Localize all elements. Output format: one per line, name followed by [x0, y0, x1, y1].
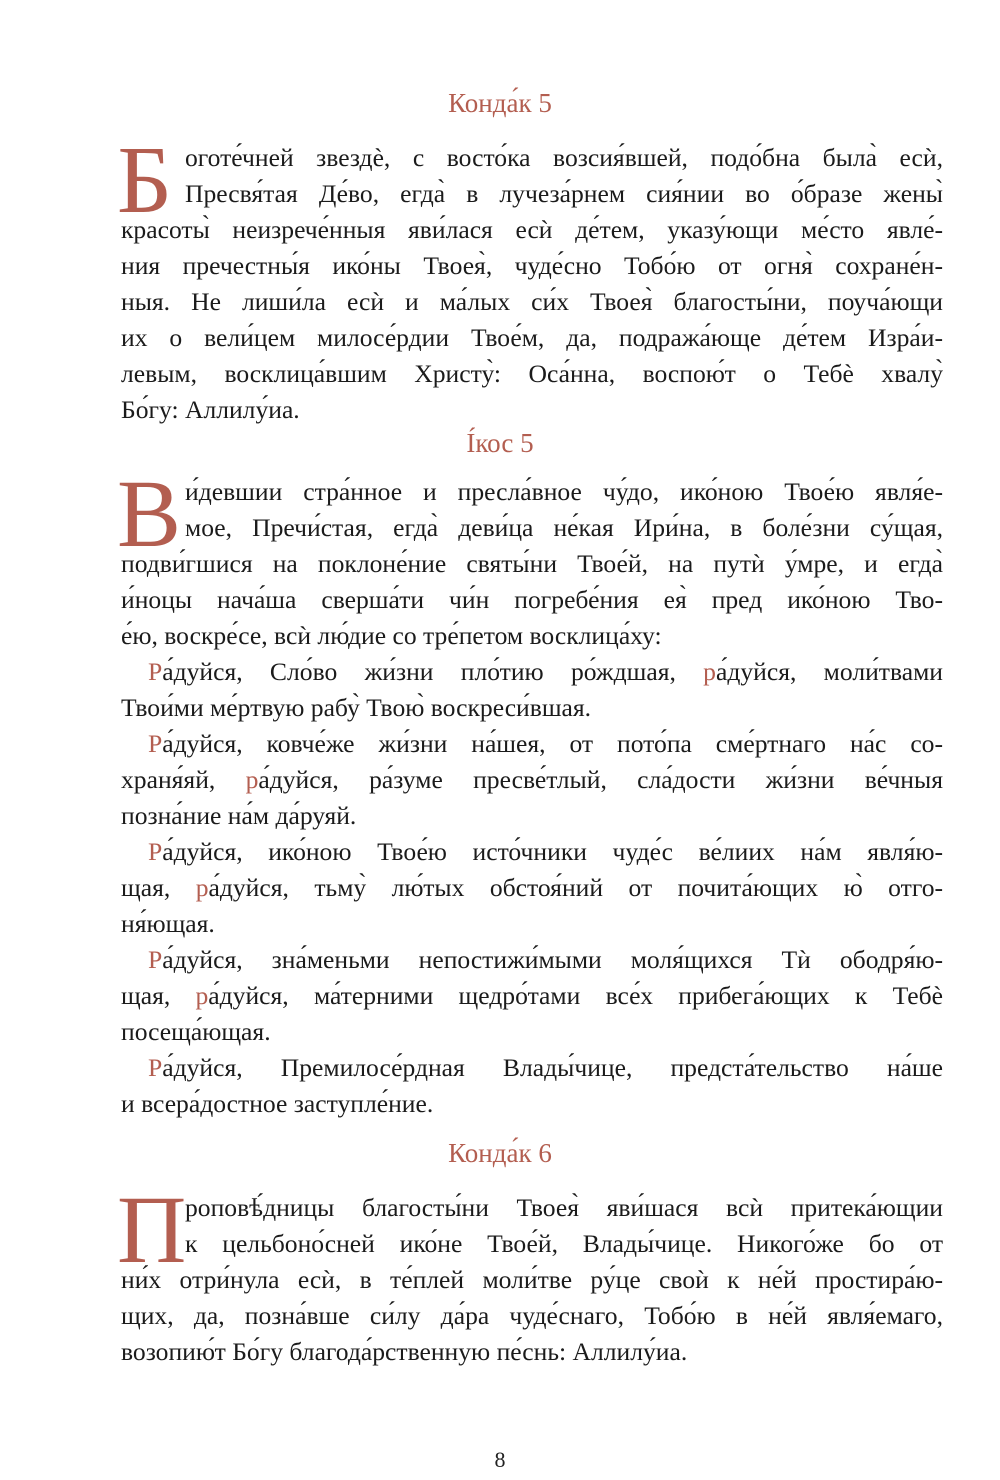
kondak-5-line: ния пречестны́я ико́ны Твоея̀, чуде́сно Тобо́ю от огня̀ сохране́н-	[121, 251, 943, 280]
rejoice-line: храня́яй, ра́дуйся, ра́зуме пресве́тлый, сла́дости жи́зни ве́чныя	[121, 765, 943, 794]
kondak-6-line: роповѣ́дницы благосты́ни Твоея̀ яви́шася всѝ притека́ющии	[185, 1193, 943, 1222]
ikos-5-line: мое, Пречи́стая, егда̀ деви́ца не́кая Ири́на, в боле́зни су́щая,	[185, 513, 943, 542]
kondak-5-line: Пресвя́тая Де́во, егда̀ в лучеза́рнем сия́нии во о́бразе жены̀	[185, 179, 943, 208]
ikos-5-heading: І́кос 5	[466, 428, 534, 458]
page-number: 8	[494, 1447, 506, 1472]
rejoice-initial: Р	[148, 657, 163, 686]
rejoice-line: Ра́дуйся, ковче́же жи́зни на́шея, от пото́па сме́ртнаго на́с со-	[148, 729, 943, 758]
kondak-6-line: к цельбоно́сней ико́не Твое́й, Влады́чице. Никого́же бо от	[185, 1229, 943, 1258]
kondak-6-line: щих, да, позна́вше си́лу да́ра чуде́снаго, Тобо́ю в не́й явля́емаго,	[121, 1301, 943, 1330]
kondak-6-heading: Конда́к 6	[448, 1138, 552, 1168]
ikos-5-line: подви́гшися на поклоне́ние святы́ни Твое́й, на путѝ у́мре, и егда̀	[121, 549, 943, 578]
rejoice-line: Ра́дуйся, зна́меньми непостижи́мыми моля́щихся Тѝ ободря́ю-	[148, 945, 943, 974]
kondak-6-line: ни́х отри́нула есѝ, в те́плей моли́тве ру́це своѝ к не́й простира́ю-	[121, 1265, 943, 1294]
rejoice-initial: Р	[148, 729, 163, 758]
kondak-5-line: их о вели́цем милосе́рдии Твое́м, да, подража́юще де́тем Изра́и-	[121, 323, 943, 352]
rejoice-line: позна́ние на́м да́руяй.	[121, 801, 357, 830]
kondak-6-line: возопию́т Бо́гу благода́рственную пе́снь: Аллилу́иа.	[121, 1337, 688, 1366]
kondak-5-line: Бо́гу: Аллилу́иа.	[121, 395, 300, 424]
kondak-5-line: левым, восклица́вшим Христу̀: Оса́нна, воспою́т о Тебѐ хвалу̀	[121, 359, 943, 388]
rejoice-line: щая, ра́дуйся, тьму̀ лю́тых обстоя́ний от почита́ющих ю̀ отго-	[121, 873, 943, 902]
rejoice-line: Ра́дуйся, Премилосе́рдная Влады́чице, предста́тельство на́ше	[148, 1053, 943, 1082]
kondak-5-line: оготе́чней звездѐ, с восто́ка возсия́вшей, подо́бна была̀ есѝ,	[185, 143, 943, 172]
rejoice-initial: Р	[148, 1053, 163, 1082]
rejoice-inline-initial: р	[703, 657, 716, 686]
rejoice-line: Ра́дуйся, Сло́во жи́зни пло́тию ро́ждшая, ра́дуйся, моли́твами	[148, 657, 943, 686]
ikos-5-line: и́девшии стра́нное и пресла́вное чу́до, ико́ною Твое́ю явля́е-	[185, 477, 943, 506]
rejoice-line: ня́ющая.	[121, 909, 215, 938]
kondak-6-dropcap: П	[117, 1176, 187, 1283]
rejoice-initial: Р	[148, 945, 163, 974]
ikos-5-line: е́ю, воскре́се, всѝ лю́дие со тре́петом восклица́ху:	[121, 621, 662, 650]
rejoice-initial: Р	[148, 837, 163, 866]
kondak-5-line: ныя. Не лиши́ла есѝ и ма́лых си́х Твоея̀ благосты́ни, поуча́ющи	[121, 287, 943, 316]
rejoice-inline-initial: р	[195, 873, 209, 902]
rejoice-line: Твои́ми ме́ртвую рабу̀ Твою̀ воскреси́вшая.	[121, 693, 592, 722]
rejoice-inline-initial: р	[195, 981, 209, 1010]
rejoice-line: Ра́дуйся, ико́ною Твое́ю исто́чники чуде́с ве́лиих на́м явля́ю-	[148, 837, 943, 866]
ikos-5-line: и́ноцы нача́ша сверша́ти чи́н погребе́ния ея̀ пред ико́ною Тво-	[121, 585, 943, 614]
rejoice-line: посеща́ющая.	[121, 1017, 271, 1046]
rejoice-inline-initial: р	[245, 765, 259, 794]
kondak-5-line: красоты̀ неизрече́нныя яви́лася есѝ де́тем, указу́ющи ме́сто явле́-	[121, 215, 943, 244]
kondak-5-dropcap: Б	[117, 126, 173, 233]
rejoice-line: и всера́достное заступле́ние.	[121, 1089, 434, 1118]
ikos-5-dropcap: В	[117, 460, 182, 567]
kondak-5-heading: Конда́к 5	[448, 88, 552, 118]
rejoice-line: щая, ра́дуйся, ма́терними щедро́тами все́х прибега́ющих к Тебѐ	[121, 981, 943, 1010]
